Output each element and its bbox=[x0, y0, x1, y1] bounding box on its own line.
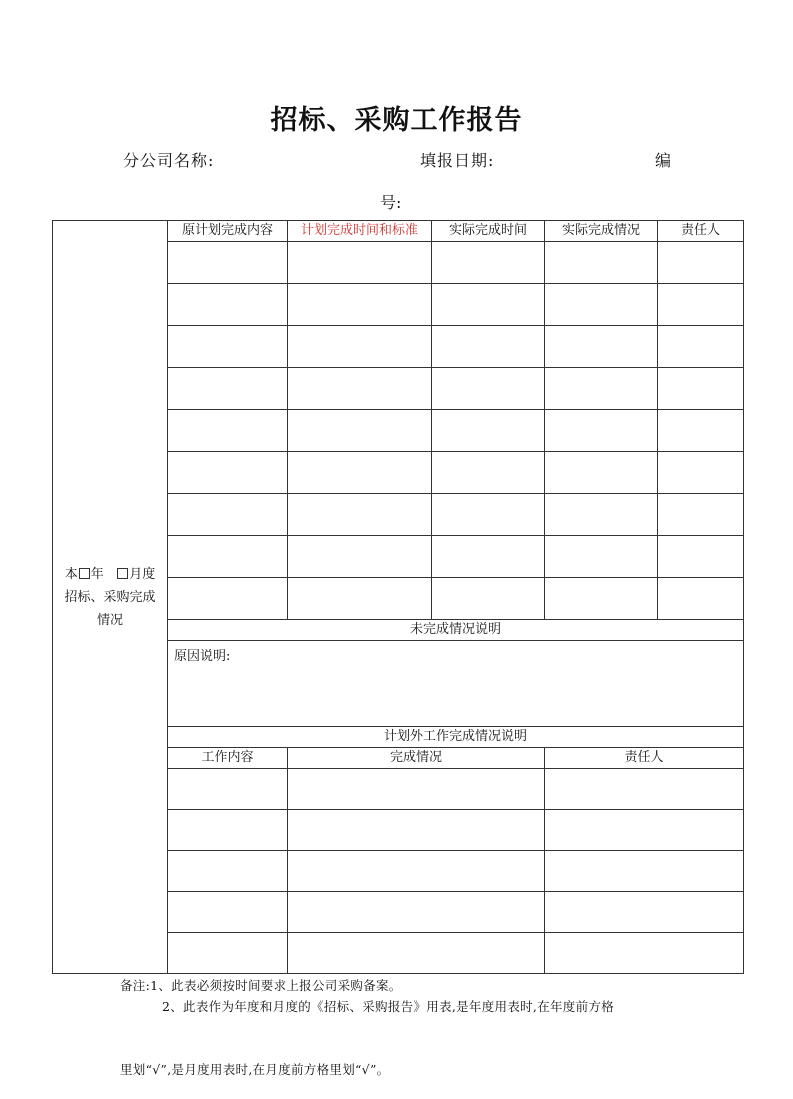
input-cell[interactable] bbox=[658, 578, 744, 620]
input-cell[interactable] bbox=[288, 326, 432, 368]
branch-name-label: 分公司名称: bbox=[123, 151, 215, 170]
side-label-text: 月度 bbox=[129, 566, 156, 582]
input-cell[interactable] bbox=[545, 326, 658, 368]
document-title: 招标、采购工作报告 bbox=[270, 105, 523, 136]
reason-label: 原因说明: bbox=[174, 649, 231, 664]
input-cell[interactable] bbox=[168, 810, 288, 851]
report-table bbox=[52, 220, 744, 974]
report-date-label: 填报日期: bbox=[420, 151, 495, 170]
input-cell[interactable] bbox=[658, 284, 744, 326]
column-header-planned-content: 原计划完成内容 bbox=[168, 221, 288, 242]
year-checkbox[interactable] bbox=[79, 568, 90, 579]
input-cell[interactable] bbox=[545, 242, 658, 284]
input-cell[interactable] bbox=[658, 410, 744, 452]
input-cell[interactable] bbox=[432, 452, 545, 494]
reason-cell[interactable] bbox=[168, 641, 744, 727]
note-line-3: 里划“√”,是月度用表时,在月度前方格里划“√”。 bbox=[120, 1062, 390, 1077]
plan-header-row bbox=[53, 221, 744, 242]
input-cell[interactable] bbox=[168, 578, 288, 620]
side-label-text: 情况 bbox=[96, 612, 123, 628]
input-cell[interactable] bbox=[545, 769, 744, 810]
input-cell[interactable] bbox=[658, 242, 744, 284]
column-header-actual-time: 实际完成时间 bbox=[432, 221, 545, 242]
input-cell[interactable] bbox=[658, 368, 744, 410]
input-cell[interactable] bbox=[432, 284, 545, 326]
input-cell[interactable] bbox=[545, 851, 744, 892]
input-cell[interactable] bbox=[545, 284, 658, 326]
input-cell[interactable] bbox=[168, 933, 288, 974]
input-cell[interactable] bbox=[288, 851, 545, 892]
input-cell[interactable] bbox=[432, 578, 545, 620]
number-label-part2: 号: bbox=[380, 193, 402, 212]
input-cell[interactable] bbox=[288, 368, 432, 410]
input-cell[interactable] bbox=[545, 536, 658, 578]
input-cell[interactable] bbox=[432, 536, 545, 578]
input-cell[interactable] bbox=[288, 494, 432, 536]
extra-section-title: 计划外工作完成情况说明 bbox=[168, 727, 744, 748]
input-cell[interactable] bbox=[432, 494, 545, 536]
input-cell[interactable] bbox=[168, 326, 288, 368]
input-cell[interactable] bbox=[545, 368, 658, 410]
input-cell[interactable] bbox=[658, 536, 744, 578]
input-cell[interactable] bbox=[545, 410, 658, 452]
input-cell[interactable] bbox=[168, 242, 288, 284]
input-cell[interactable] bbox=[288, 769, 545, 810]
input-cell[interactable] bbox=[545, 494, 658, 536]
input-cell[interactable] bbox=[658, 326, 744, 368]
side-label-text: 本 bbox=[64, 566, 78, 582]
input-cell[interactable] bbox=[168, 536, 288, 578]
unfinished-section-title: 未完成情况说明 bbox=[168, 620, 744, 641]
input-cell[interactable] bbox=[168, 494, 288, 536]
column-header-responsible-person: 责任人 bbox=[658, 221, 744, 242]
input-cell[interactable] bbox=[168, 284, 288, 326]
input-cell[interactable] bbox=[288, 810, 545, 851]
input-cell[interactable] bbox=[288, 452, 432, 494]
input-cell[interactable] bbox=[168, 769, 288, 810]
input-cell[interactable] bbox=[288, 892, 545, 933]
input-cell[interactable] bbox=[288, 578, 432, 620]
input-cell[interactable] bbox=[432, 368, 545, 410]
input-cell[interactable] bbox=[658, 494, 744, 536]
input-cell[interactable] bbox=[288, 410, 432, 452]
number-label-part1: 编 bbox=[655, 151, 673, 170]
column-header-actual-status: 实际完成情况 bbox=[545, 221, 658, 242]
column-header-planned-time-standard: 计划完成时间和标准 bbox=[288, 221, 432, 242]
month-checkbox[interactable] bbox=[117, 568, 128, 579]
input-cell[interactable] bbox=[168, 410, 288, 452]
input-cell[interactable] bbox=[545, 892, 744, 933]
column-header-work-content: 工作内容 bbox=[168, 748, 288, 769]
input-cell[interactable] bbox=[658, 452, 744, 494]
input-cell[interactable] bbox=[168, 452, 288, 494]
input-cell[interactable] bbox=[432, 410, 545, 452]
input-cell[interactable] bbox=[545, 933, 744, 974]
period-side-label bbox=[53, 221, 168, 974]
input-cell[interactable] bbox=[288, 536, 432, 578]
input-cell[interactable] bbox=[288, 242, 432, 284]
side-label-text: 年 bbox=[90, 566, 104, 582]
side-label-text: 招标、采购完成 bbox=[64, 589, 156, 605]
input-cell[interactable] bbox=[168, 368, 288, 410]
input-cell[interactable] bbox=[545, 810, 744, 851]
input-cell[interactable] bbox=[168, 851, 288, 892]
input-cell[interactable] bbox=[545, 452, 658, 494]
input-cell[interactable] bbox=[432, 326, 545, 368]
note-line-2: 2、此表作为年度和月度的《招标、采购报告》用表,是年度用表时,在年度前方格 bbox=[162, 999, 615, 1014]
input-cell[interactable] bbox=[288, 933, 545, 974]
input-cell[interactable] bbox=[288, 284, 432, 326]
column-header-completion-status: 完成情况 bbox=[288, 748, 545, 769]
input-cell[interactable] bbox=[545, 578, 658, 620]
note-line-1: 备注:1、此表必须按时间要求上报公司采购备案。 bbox=[120, 978, 402, 993]
column-header-extra-responsible: 责任人 bbox=[545, 748, 744, 769]
input-cell[interactable] bbox=[168, 892, 288, 933]
input-cell[interactable] bbox=[432, 242, 545, 284]
